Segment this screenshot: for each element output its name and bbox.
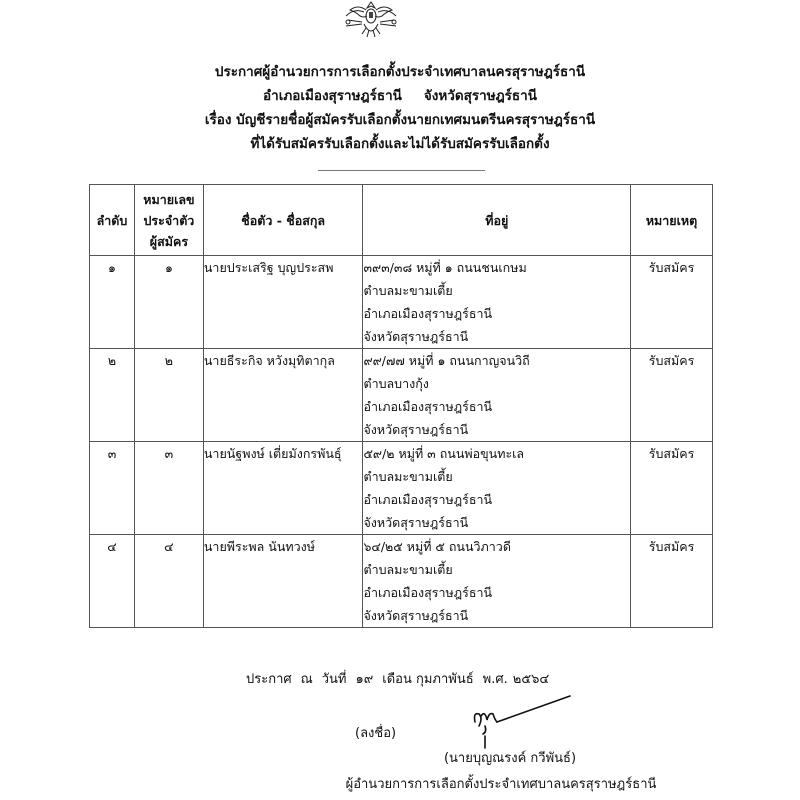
cell-address: [363, 535, 631, 628]
signer-name: (นายบุญณรงค์ กวีพันธ์): [443, 751, 577, 766]
cell-candidate-number: ๓: [134, 442, 203, 535]
heading-divider: [318, 170, 485, 171]
address-line: ตำบลมะขามเตี้ย: [363, 469, 453, 484]
address-line: ตำบลบางกุ้ง: [363, 376, 429, 391]
month-value: เดือน กุมภาพันธ์: [382, 672, 474, 687]
table-header-row: [90, 185, 713, 256]
cell-name: นายนัฐพงษ์ เตี่ยมังกรพันธุ์: [203, 442, 363, 535]
header-candidate-number-line-1: หมายเลข: [143, 191, 195, 207]
header-candidate-number-line-2: ประจำตัว: [143, 212, 195, 228]
signer-title: ผู้อำนวยการการเลือกตั้งประจำเทศบาลนครสุราษฎร์ธานี: [345, 777, 657, 792]
cell-address: [363, 442, 631, 535]
header-candidate-number: [134, 185, 203, 256]
announcement-heading: [0, 60, 800, 156]
cell-address: [363, 349, 631, 442]
table-row: [90, 349, 713, 442]
cell-candidate-number: ๑: [134, 256, 203, 349]
address-line: จังหวัดสุราษฎร์ธานี: [363, 515, 469, 530]
year-label: พ.ศ.: [482, 672, 508, 687]
cell-remark: รับสมัคร: [631, 349, 713, 442]
candidates-table: [89, 184, 713, 628]
header-order: ลำดับ: [90, 185, 135, 256]
heading-line-1: ประกาศผู้อำนวยการการเลือกตั้งประจำเทศบาลนครสุราษฎร์ธานี: [214, 64, 586, 80]
cell-candidate-number: ๒: [134, 349, 203, 442]
address-line: อำเภอเมืองสุราษฎร์ธานี: [363, 492, 493, 507]
sign-label: (ลงชื่อ): [355, 726, 397, 741]
header-remark: หมายเหตุ: [631, 185, 713, 256]
cell-address: [363, 256, 631, 349]
day-label: วันที่: [321, 672, 347, 687]
announcement-date: [246, 668, 549, 689]
table-row: [90, 442, 713, 535]
cell-remark: รับสมัคร: [631, 442, 713, 535]
heading-subject: เรื่อง บัญชีรายชื่อผู้สมัครรับเลือกตั้งนายกเทศมนตรีนครสุราษฎร์ธานี: [204, 112, 596, 128]
cell-name: นายพีระพล นันทวงษ์: [203, 535, 363, 628]
address-line: ตำบลมะขามเตี้ย: [363, 283, 453, 298]
address-line: อำเภอเมืองสุราษฎร์ธานี: [363, 399, 493, 414]
cell-remark: รับสมัคร: [631, 535, 713, 628]
cell-name: นายธีระกิจ หวังมุทิตากุล: [203, 349, 363, 442]
cell-order: ๑: [90, 256, 135, 349]
year-value: ๒๕๖๔: [512, 672, 550, 687]
heading-line-4: ที่ได้รับสมัครรับเลือกตั้งและไม่ได้รับสมัครรับเลือกตั้ง: [250, 136, 550, 152]
address-line: จังหวัดสุราษฎร์ธานี: [363, 608, 469, 623]
cell-order: ๒: [90, 349, 135, 442]
heading-district: อำเภอเมืองสุราษฎร์ธานี: [263, 88, 402, 104]
cell-name: นายประเสริฐ บุญประสพ: [203, 256, 363, 349]
heading-line-2: [0, 84, 800, 108]
address-line: อำเภอเมืองสุราษฎร์ธานี: [363, 306, 493, 321]
address-line: ตำบลมะขามเตี้ย: [363, 562, 453, 577]
cell-order: ๔: [90, 535, 135, 628]
announce-word: ประกาศ: [246, 672, 292, 687]
address-line: จังหวัดสุราษฎร์ธานี: [363, 329, 469, 344]
heading-province: จังหวัดสุราษฎร์ธานี: [423, 88, 537, 104]
address-line: ๕๙/๒ หมู่ที่ ๓ ถนนพ่อขุนทะเล: [363, 446, 525, 461]
table-row: [90, 256, 713, 349]
address-line: ๙๙/๗๗ หมู่ที่ ๑ ถนนกาญจนวิถี: [363, 353, 530, 368]
handwritten-signature-icon: [465, 692, 575, 752]
header-candidate-number-line-3: ผู้สมัคร: [149, 233, 189, 249]
garuda-emblem-icon: [340, 0, 402, 40]
cell-remark: รับสมัคร: [631, 256, 713, 349]
address-line: อำเภอเมืองสุราษฎร์ธานี: [363, 585, 493, 600]
cell-order: ๓: [90, 442, 135, 535]
address-line: จังหวัดสุราษฎร์ธานี: [363, 422, 469, 437]
address-line: ๖๔/๒๕ หมู่ที่ ๕ ถนนวิภาวดี: [363, 539, 511, 554]
header-address: ที่อยู่: [363, 185, 631, 256]
header-name: ชื่อตัว - ชื่อสกุล: [203, 185, 363, 256]
at-word: ณ: [300, 672, 313, 687]
day-value: ๑๙: [355, 672, 374, 687]
address-line: ๓๙๓/๓๘ หมู่ที่ ๑ ถนนชนเกษม: [363, 260, 527, 275]
table-row: [90, 535, 713, 628]
cell-candidate-number: ๔: [134, 535, 203, 628]
